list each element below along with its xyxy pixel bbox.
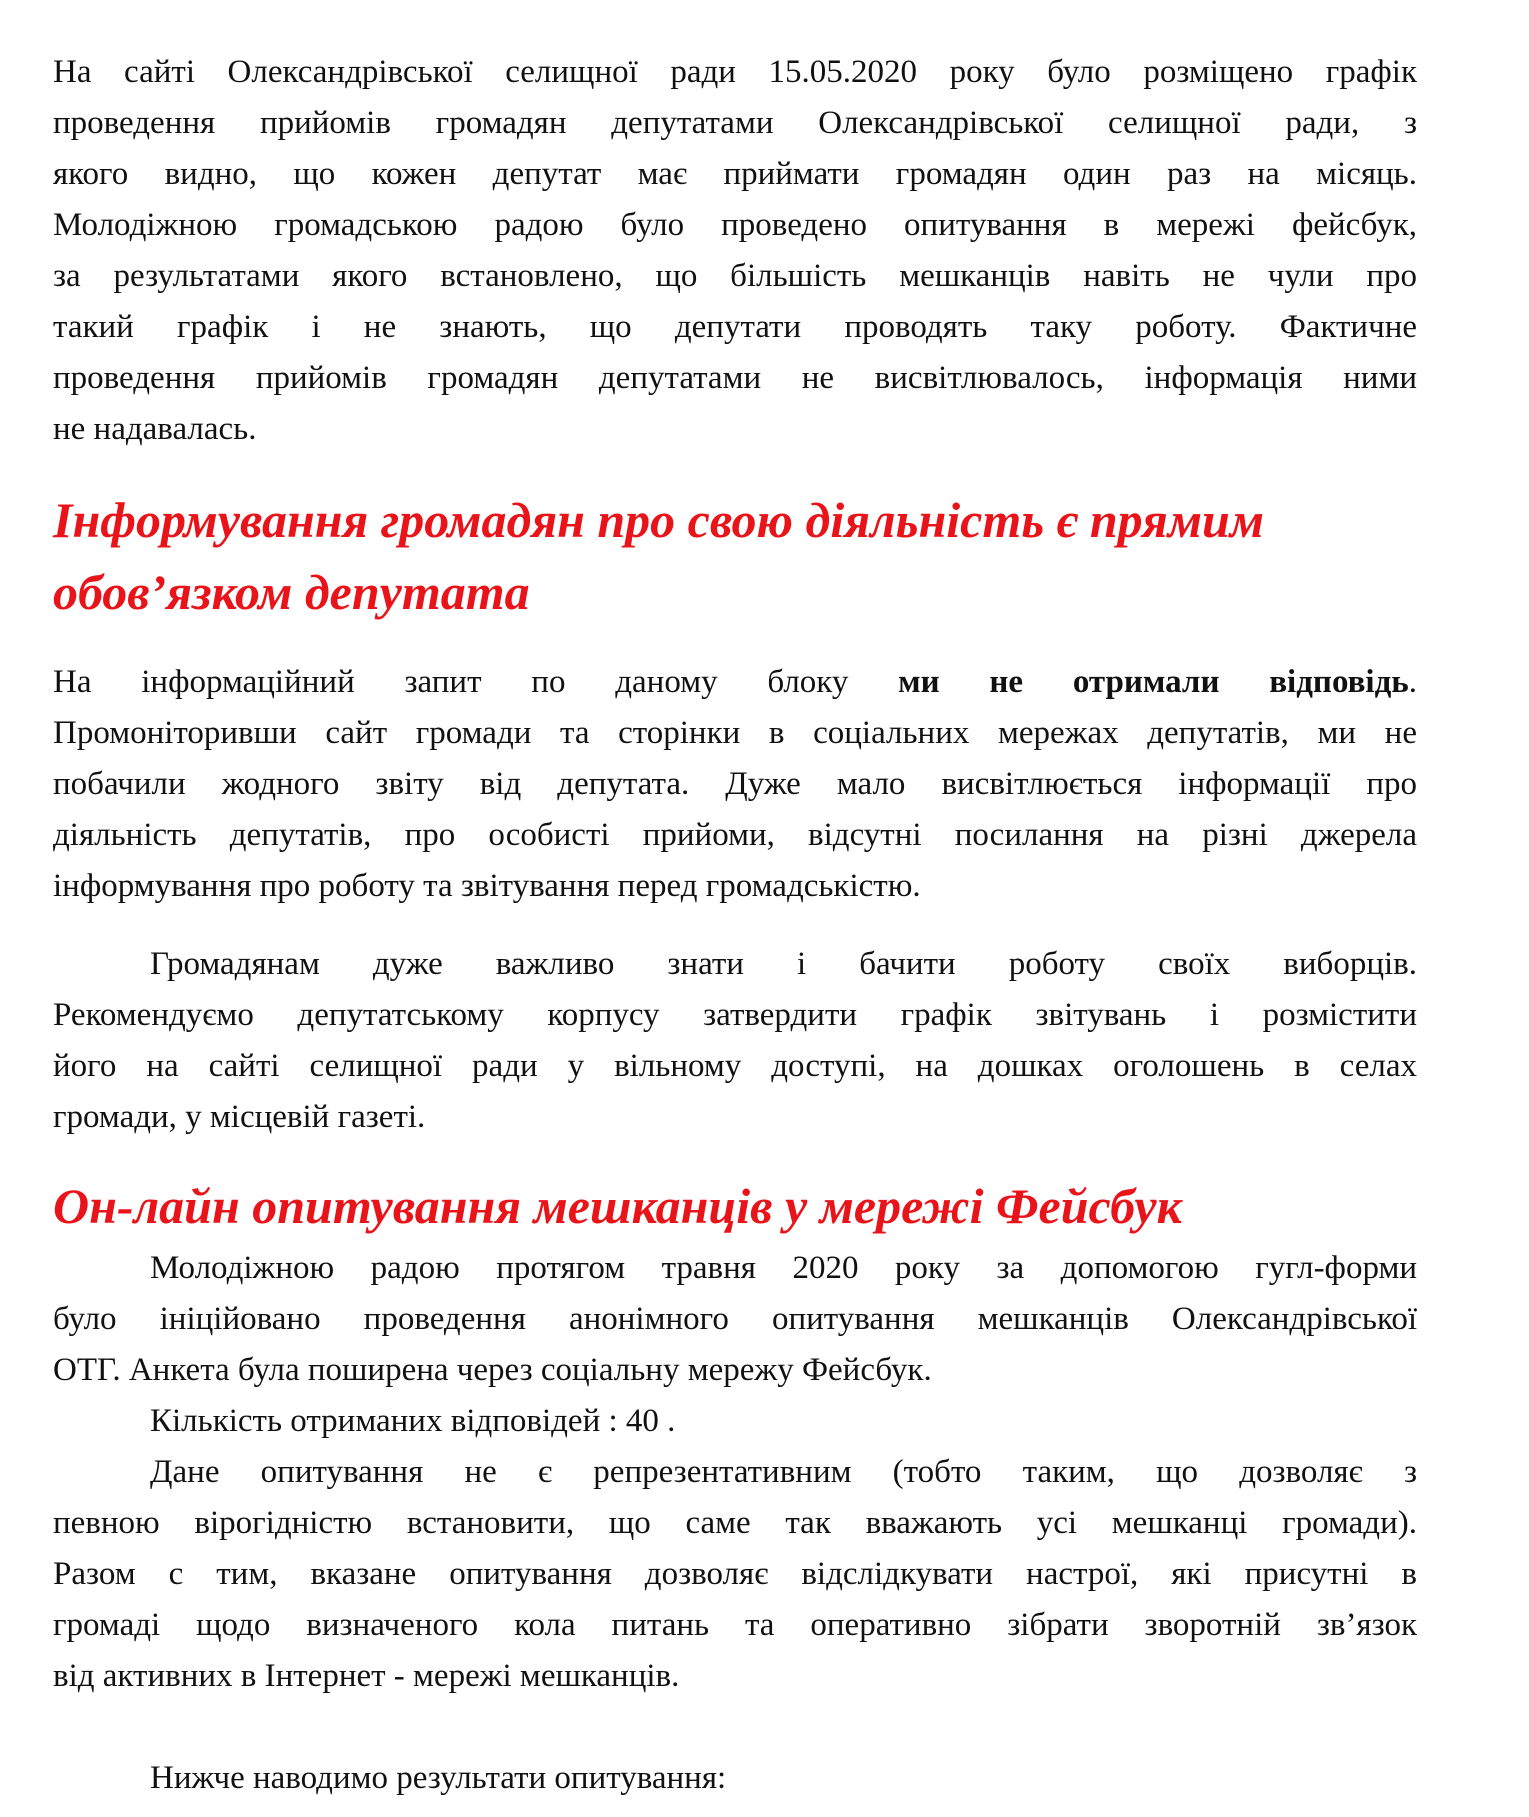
- bold-text: ми не отримали відповідь: [898, 664, 1409, 700]
- text-line: громаді щодо визначеного кола питань та оперативно зібрати зворотній зв’язок: [53, 1607, 1417, 1643]
- heading-line: Інформування громадян про свою діяльність є прямим: [53, 492, 1265, 548]
- results-intro: [53, 1753, 1417, 1804]
- paragraph-recommendation: [53, 939, 1417, 1143]
- text-span: На інформаційний запит по даному блоку: [53, 664, 899, 700]
- text-line: побачили жодного звіту від депутата. Дуже мало висвітлюється інформації про: [53, 766, 1417, 802]
- text-line: діяльність депутатів, про особисті прийоми, відсутні посилання на різні джерела: [53, 817, 1417, 853]
- text-line: Рекомендуємо депутатському корпусу затвердити графік звітувань і розмістити: [53, 997, 1417, 1033]
- text-line: Нижче наводимо результати опитування:: [150, 1760, 727, 1796]
- text-line: Дане опитування не є репрезентативним (тобто таким, що дозволяє з: [150, 1454, 1417, 1490]
- paragraph-no-response: [53, 657, 1417, 912]
- section-heading-informing: [53, 484, 1453, 628]
- text-line: якого видно, що кожен депутат має приймати громадян один раз на місяць.: [53, 156, 1417, 192]
- text-line: ОТГ. Анкета була поширена через соціальну мережу Фейсбук.: [53, 1352, 932, 1388]
- heading-line: обов’язком депутата: [53, 564, 530, 620]
- text-line: від активних в Інтернет - мережі мешканців.: [53, 1658, 680, 1694]
- text-line: його на сайті селищної ради у вільному доступі, на дошках оголошень в селах: [53, 1048, 1417, 1084]
- text-line: проведення прийомів громадян депутатами Олександрівської селищної ради, з: [53, 105, 1417, 141]
- text-line: Кількість отриманих відповідей : 40 .: [150, 1403, 676, 1439]
- text-line: певною вірогідністю встановити, що саме так вважають усі мешканці громади).: [53, 1505, 1417, 1541]
- text-line: Молодіжною громадською радою було проведено опитування в мережі фейсбук,: [53, 207, 1417, 243]
- text-line: Разом с тим, вказане опитування дозволяє відслідкувати настрої, які присутні в: [53, 1556, 1417, 1592]
- text-line: за результатами якого встановлено, що більшість мешканців навіть не чули про: [53, 258, 1417, 294]
- section-heading-survey: Он-лайн опитування мешканців у мережі Фейсбук: [53, 1178, 1182, 1234]
- text-line: громади, у місцевій газеті.: [53, 1099, 426, 1135]
- text-span: .: [1408, 664, 1417, 700]
- text-line: [53, 657, 1417, 708]
- text-line: було ініційовано проведення анонімного опитування мешканців Олександрівської: [53, 1301, 1417, 1337]
- paragraph-schedule: [53, 47, 1417, 455]
- text-line: такий графік і не знають, що депутати проводять таку роботу. Фактичне: [53, 309, 1417, 345]
- text-line: інформування про роботу та звітування перед громадськістю.: [53, 868, 921, 904]
- text-line: На сайті Олександрівської селищної ради 15.05.2020 року було розміщено графік: [53, 54, 1417, 90]
- text-line: не надавалась.: [53, 411, 257, 447]
- text-line: проведення прийомів громадян депутатами не висвітлювалось, інформація ними: [53, 360, 1417, 396]
- text-line: Громадянам дуже важливо знати і бачити роботу своїх виборців.: [150, 946, 1417, 982]
- text-line: Промоніторивши сайт громади та сторінки в соціальних мережах депутатів, ми не: [53, 715, 1417, 751]
- paragraph-survey: [53, 1243, 1417, 1702]
- text-line: Молодіжною радою протягом травня 2020 року за допомогою гугл-форми: [150, 1250, 1417, 1286]
